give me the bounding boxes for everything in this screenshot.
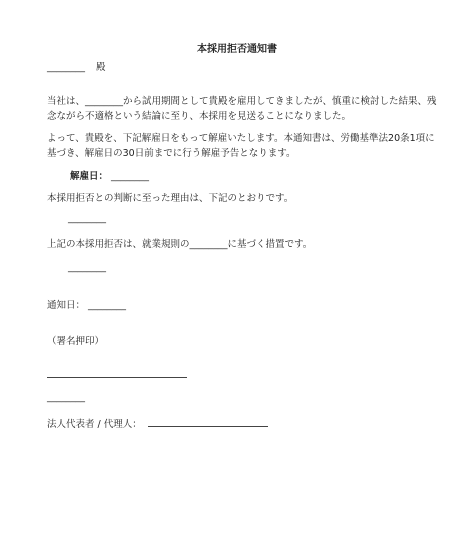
dismissal-date-blank: ________: [111, 171, 150, 182]
notice-date-line: [47, 297, 126, 311]
paragraph-trial-period: 当社は、________から試用期間として貴殿を雇用してきましたが、慎重に検討した結果、残念ながら不適格という結論に至り、本採用を見送ることになりました。: [47, 96, 437, 122]
representative-signature-line: [148, 426, 268, 427]
notice-date-blank: ________: [88, 300, 127, 311]
addressee-line: [47, 59, 106, 73]
seal-label: （署名押印）: [47, 336, 105, 347]
signature-line: [47, 377, 187, 378]
reason-intro: 本採用拒否との判断に至った理由は、下記のとおりです。: [47, 193, 294, 204]
document-title: 本採用拒否通知書: [197, 44, 277, 55]
rules-sentence: 上記の本採用拒否は、就業規則の________に基づく措置です。: [47, 239, 313, 250]
notice-date-label: 通知日：: [47, 300, 86, 311]
addressee-suffix: 殿: [96, 62, 106, 73]
paragraph-dismissal-notice: よって、貴殿を、下記解雇日をもって解雇いたします。本通知書は、労働基準法20条1項に基づき、解雇日の30日前までに行う解雇予告となります。: [47, 133, 435, 159]
representative-line: [47, 416, 142, 430]
addressee-blank: ________: [47, 62, 85, 73]
dismissal-date-line: [70, 168, 149, 182]
representative-label: 法人代表者 / 代理人：: [47, 419, 142, 430]
rules-blank: ________: [68, 262, 106, 273]
signature-short-blank: ________: [47, 392, 85, 403]
dismissal-date-label: 解雇日：: [70, 171, 109, 182]
reason-blank: ________: [68, 213, 106, 224]
